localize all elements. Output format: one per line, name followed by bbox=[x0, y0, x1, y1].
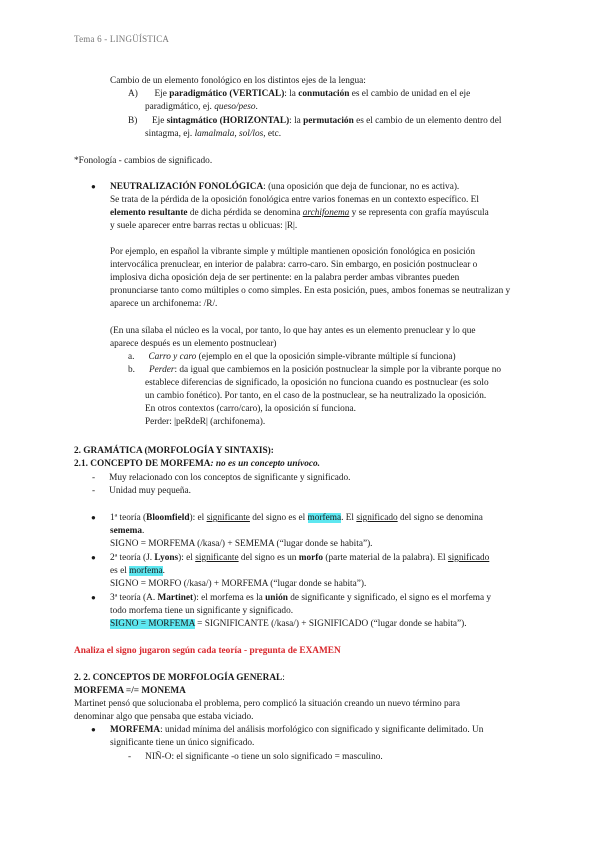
dash-item: - NIÑ-O: el significante -o tiene un solo significado = masculino. bbox=[128, 752, 383, 762]
subsection-heading: 2.1. CONCEPTO DE MORFEMA: no es un concepto unívoco. bbox=[74, 459, 320, 469]
fonologia-note: *Fonología - cambios de significado. bbox=[74, 156, 213, 166]
list-item-cont: establece diferencias de significado, la oposición no funciona cuando es postnuclear (es solo bbox=[145, 378, 489, 388]
section-heading: 2. GRAMÁTICA (MORFOLOGÍA Y SINTAXIS): bbox=[74, 446, 274, 456]
paragraph-line: (En una sílaba el núcleo es la vocal, por tanto, lo que hay antes es un elemento prenuclear y lo que bbox=[110, 326, 476, 336]
bullet-icon: ● bbox=[91, 513, 96, 522]
exam-question: Analiza el signo jugaron según cada teoría - pregunta de EXAMEN bbox=[74, 646, 341, 656]
formula: SIGNO = MORFEMA = SIGNIFICANTE (/kasa/) + SIGNIFICADO (“lugar donde se habita”). bbox=[110, 619, 467, 629]
list-item-cont: En otros contextos (carro/caro), la oposición sí funciona. bbox=[145, 404, 356, 414]
teoria-3: 3ª teoría (A. Martinet): el morfema es la unión de significante y significado, el signo es el morfema y bbox=[110, 593, 492, 603]
paragraph-line: pronunciarse tanto como múltiples o como simples. En esta posición, pues, ambos fonemas se neutralizan y bbox=[110, 286, 511, 296]
formula: SIGNO = MORFEMA (/kasa/) + SEMEMA (“lugar donde se habita”). bbox=[110, 539, 373, 549]
section-heading: 2. 2. CONCEPTOS DE MORFOLOGÍA GENERAL: bbox=[74, 673, 285, 683]
paragraph-line: intervocálica prenuclear, en interior de palabra: carro-caro. Sin embargo, en posición postnuclear o bbox=[110, 260, 478, 270]
paragraph-line: Se trata de la pérdida de la oposición fonológica entre varios fonemas en un contexto específico. El bbox=[110, 195, 479, 205]
formula: SIGNO = MORFO (/kasa/) + MORFEMA (“lugar donde se habita”). bbox=[110, 579, 367, 589]
paragraph-line: y suele aparecer entre barras rectas u oblicuas: |R|. bbox=[110, 221, 298, 231]
teoria-2: 2ª teoría (J. Lyons): el significante del signo es un morfo (parte material de la palabra). El significado bbox=[110, 553, 490, 563]
list-item-cont: Perder: |peRdeR| (archifonema). bbox=[145, 417, 266, 427]
bullet-icon: ● bbox=[91, 725, 96, 734]
list-item: a. Carro y caro (ejemplo en el que la oposición simple-vibrante múltiple sí funciona) bbox=[128, 352, 456, 362]
list-item-a-cont: paradigmático, ej. queso/peso. bbox=[145, 102, 258, 112]
list-item-a: A) Eje paradigmático (VERTICAL): la conmutación es el cambio de unidad en el eje bbox=[128, 89, 471, 99]
bullet-icon: ● bbox=[91, 593, 96, 602]
bullet-icon: ● bbox=[91, 182, 96, 191]
list-label: A) bbox=[128, 89, 138, 99]
teoria-3-cont: todo morfema tiene un significante y significado. bbox=[110, 606, 294, 616]
paragraph-line: denominar algo que pensaba que estaba viciado. bbox=[74, 712, 254, 722]
teoria-2-cont: es el morfema. bbox=[110, 566, 165, 576]
morfema-definition: MORFEMA: unidad mínima del análisis morfológico con significado y significante delimitado. Un bbox=[110, 725, 484, 735]
dash-item: - Muy relacionado con los conceptos de significante y significado. bbox=[92, 473, 351, 483]
teoria-1: 1ª teoría (Bloomfield): el significante del signo es el morfema. El significado del signo se denomina bbox=[110, 513, 483, 523]
paragraph-line: elemento resultante de dicha pérdida se denomina archifonema y se representa con grafía mayúscula bbox=[110, 208, 489, 218]
list-item-b: B) Eje sintagmático (HORIZONTAL): la permutación es el cambio de un elemento dentro del bbox=[128, 116, 502, 126]
paragraph-line: implosiva dicha oposición deja de ser pertinente: en la palabra perder ambas vibrantes pueden bbox=[110, 273, 460, 283]
paragraph-line: Martinet pensó que solucionaba el problema, pero complicó la situación creando un nuevo término para bbox=[74, 699, 460, 709]
intro-line: Cambio de un elemento fonológico en los distintos ejes de la lengua: bbox=[110, 76, 366, 86]
paragraph-line: aparece después es un elemento postnuclear) bbox=[110, 339, 277, 349]
bullet-icon: ● bbox=[91, 553, 96, 562]
teoria-1-cont: semema. bbox=[110, 526, 145, 536]
paragraph-line: Por ejemplo, en español la vibrante simple y múltiple mantienen oposición fonológica en posición bbox=[110, 247, 476, 257]
paragraph-line: aparece un archifonema: /R/. bbox=[110, 299, 218, 309]
morfema-definition-cont: significante tiene un único significado. bbox=[110, 738, 255, 748]
neutralizacion-title: NEUTRALIZACIÓN FONOLÓGICA: (una oposición que deja de funcionar, no es activa). bbox=[110, 182, 460, 192]
list-item-cont: un cambio fonético). Por tanto, en el caso de la postnuclear, se ha neutralizado la oposición. bbox=[145, 391, 487, 401]
subsection-heading: MORFEMA =/= MONEMA bbox=[74, 686, 186, 696]
list-item-b-cont: sintagma, ej. lamalmala, sol/los, etc. bbox=[145, 129, 282, 139]
page-header: Tema 6 - LINGÜÍSTICA bbox=[74, 34, 170, 44]
list-label: B) bbox=[128, 116, 138, 126]
dash-item: - Unidad muy pequeña. bbox=[92, 486, 191, 496]
list-item: b. Perder: da igual que cambiemos en la posición postnuclear la simple por la vibrante porque no bbox=[128, 365, 502, 375]
